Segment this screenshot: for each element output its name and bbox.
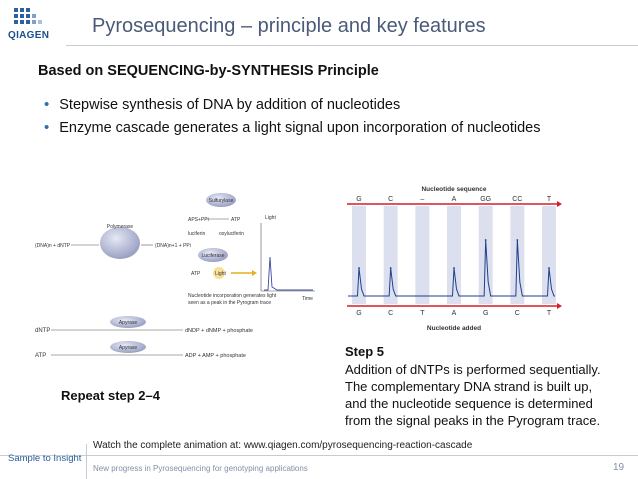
- oxyluciferin-label: oxyluciferin: [219, 231, 245, 237]
- chart-title: Nucleotide sequence: [421, 186, 487, 193]
- luciferase-label: Luciferase: [201, 253, 225, 259]
- repeat-step-label: Repeat step 2–4: [61, 388, 160, 403]
- page-title: Pyrosequencing – principle and key features: [92, 15, 486, 37]
- column-band: [447, 206, 461, 304]
- signal-peak: [516, 239, 518, 241]
- step-line: from the signal peaks in the Pyrogram trace.: [345, 413, 601, 428]
- arrowhead-icon: [557, 201, 562, 207]
- arrowhead-icon: [557, 303, 562, 309]
- signal-peak: [485, 239, 487, 241]
- caption-line: seen as a peak in the Pyrogram trace: [188, 300, 272, 306]
- sequence-letter: A: [451, 196, 457, 203]
- light-peak-line: [264, 257, 313, 290]
- apyrase-label: Apyrase: [118, 320, 138, 326]
- atp-label: ATP: [231, 217, 241, 223]
- added-letter: G: [482, 310, 489, 317]
- signal-peak: [453, 267, 455, 269]
- sequence-letter: –: [420, 196, 425, 203]
- atp-label: ATP: [35, 353, 47, 359]
- qiagen-logo-text: QIAGEN: [8, 30, 50, 41]
- sulfurylase-label: Sulfurylase: [208, 198, 234, 204]
- dna-output-label: (DNA)n+1 + PPi: [155, 243, 191, 249]
- footer-vertical-divider: [86, 444, 87, 479]
- sample-to-insight-tagline: Sample to Insight: [8, 453, 82, 464]
- signal-peak: [358, 267, 360, 269]
- page-number: 19: [613, 462, 625, 473]
- sequence-letter: G: [356, 196, 362, 203]
- bullet-item: [44, 96, 400, 113]
- step-description: [345, 361, 637, 429]
- enzyme-cascade-diagram: [33, 183, 333, 373]
- light-label: Light: [215, 271, 226, 277]
- sequence-letter: T: [546, 196, 552, 203]
- step-title: Step 5: [345, 344, 385, 359]
- step-line: and the nucleotide sequence is determined: [345, 396, 593, 411]
- time-axis-label: Time: [302, 296, 313, 302]
- added-letter: A: [451, 310, 457, 317]
- pyrogram-chart: [345, 180, 563, 340]
- light-axis-label: Light: [265, 215, 276, 221]
- bullet-dot-icon: •: [44, 119, 50, 136]
- adp-product-label: ADP + AMP + phosphate: [185, 353, 246, 359]
- atp-label: ATP: [191, 271, 201, 277]
- footer-note: New progress in Pyrosequencing for genotyping applications: [93, 464, 308, 473]
- bullet-dot-icon: •: [44, 96, 50, 113]
- added-letter: C: [514, 310, 520, 317]
- added-letter: G: [356, 310, 362, 317]
- polymerase-label: Polymerase: [106, 224, 134, 230]
- dna-input-label: (DNA)n + dNTP: [35, 243, 71, 249]
- luciferin-label: luciferin: [188, 231, 206, 237]
- added-letter: T: [420, 310, 425, 317]
- caption-line: Nucleotide incorporation generates light: [188, 293, 277, 299]
- bullet-text: Stepwise synthesis of DNA by addition of nucleotides: [59, 97, 401, 113]
- bullet-item: [44, 119, 540, 136]
- title-divider: [66, 45, 638, 46]
- signal-peak: [390, 267, 392, 269]
- dndp-product-label: dNDP + dNMP + phosphate: [185, 328, 253, 334]
- sequence-letter: GG: [480, 196, 492, 203]
- added-letter: C: [388, 310, 394, 317]
- section-title: Based on SEQUENCING-by-SYNTHESIS Principle: [38, 63, 379, 79]
- bullet-text: Enzyme cascade generates a light signal upon incorporation of nucleotides: [59, 120, 541, 136]
- aps-ppi-label: APS+PPi: [188, 217, 209, 223]
- added-letter: T: [546, 310, 552, 317]
- animation-link[interactable]: Watch the complete animation at: www.qiagen.com/pyrosequencing-reaction-cascade: [93, 440, 473, 451]
- column-band: [384, 206, 398, 304]
- column-band: [542, 206, 556, 304]
- apyrase-label: Apyrase: [118, 345, 138, 351]
- step-line: Addition of dNTPs is performed sequentially.: [345, 362, 601, 377]
- sequence-letter: CC: [512, 196, 523, 203]
- dntp-label: dNTP: [35, 328, 51, 334]
- x-axis-label: Nucleotide added: [426, 325, 482, 332]
- sequence-letter: C: [388, 196, 394, 203]
- polymerase-enzyme: [100, 227, 140, 259]
- footer-divider: [0, 455, 638, 456]
- column-band: [352, 206, 366, 304]
- step-line: The complementary DNA strand is built up,: [345, 379, 593, 394]
- signal-peak: [548, 267, 550, 269]
- column-band: [415, 206, 429, 304]
